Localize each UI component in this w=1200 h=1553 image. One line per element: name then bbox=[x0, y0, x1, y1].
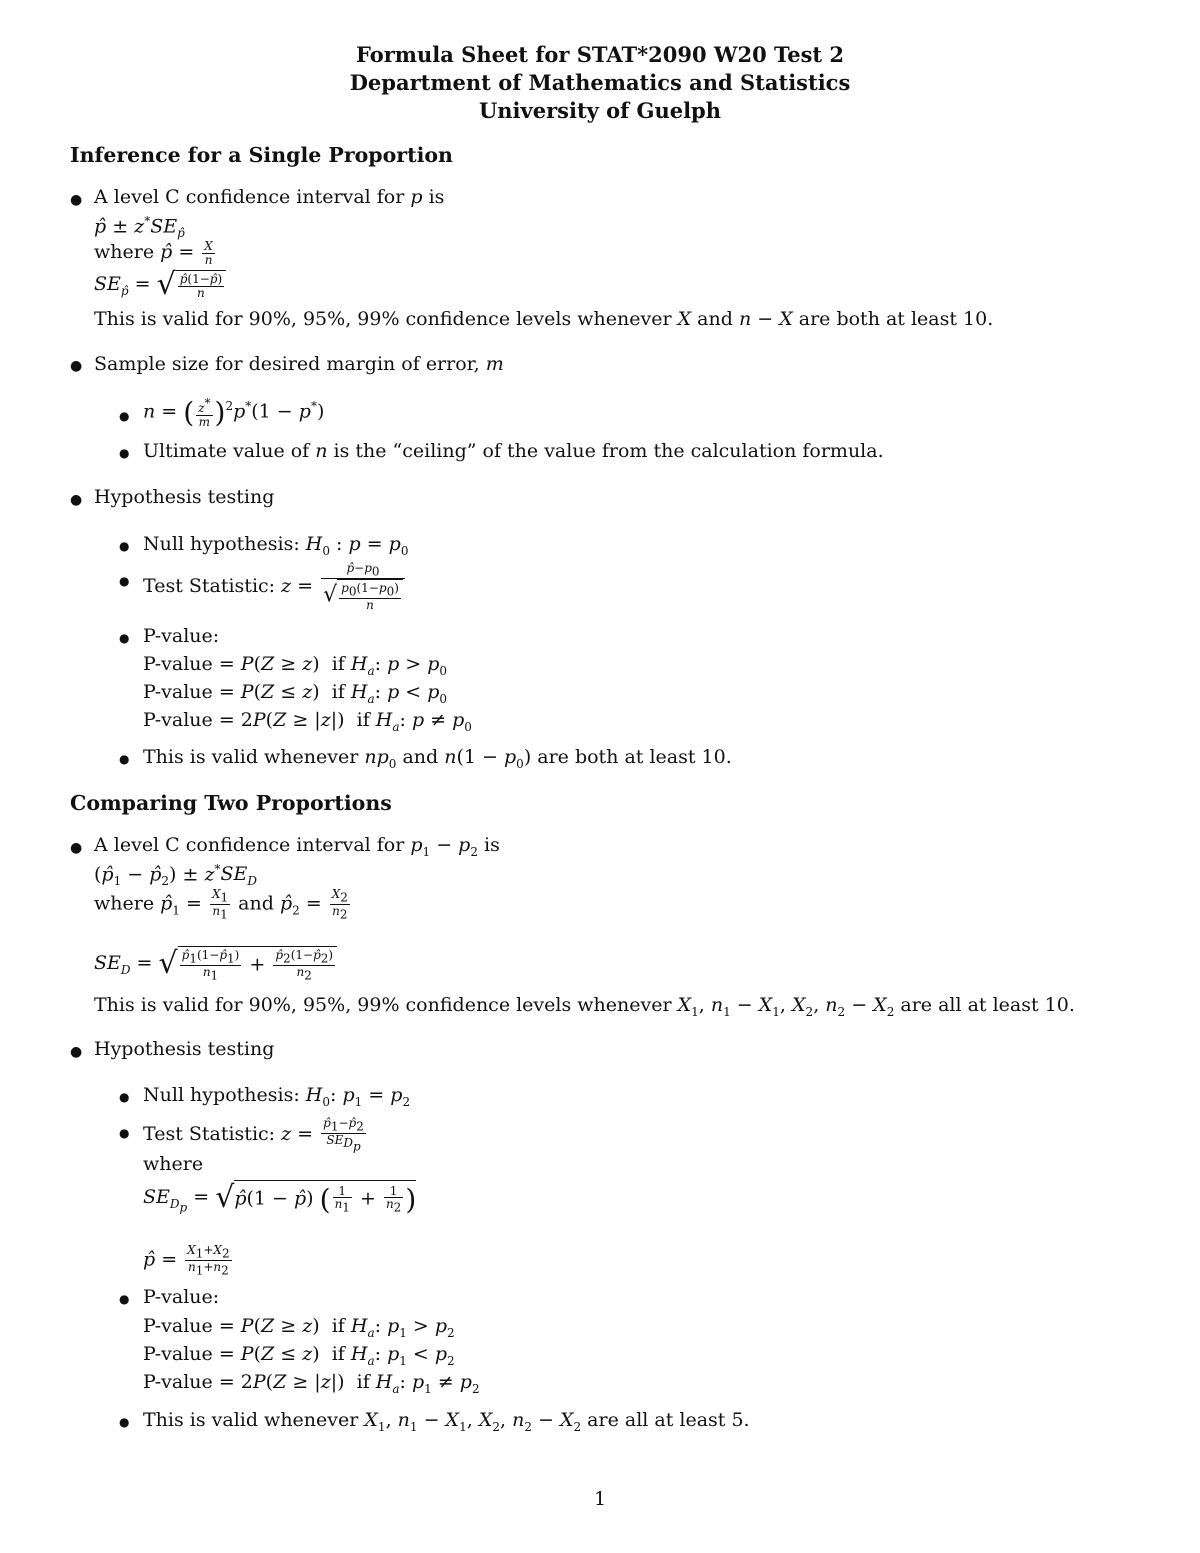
ci-formula: p̂ ± $z^*SE_{p̂}$ bbox=[94, 214, 185, 241]
null-hypothesis-two: Null hypothesis: $H_0$: $p_1 = p_2$ bbox=[143, 1084, 411, 1109]
ci-validity-two: This is valid for 90%, 95%, 99% confidence levels whenever $X_1$, $n_1 - X_1$, $X_2$, $n_2 - X_2$ are all at least 10. bbox=[94, 994, 1075, 1019]
bullet-icon: ● bbox=[119, 1090, 130, 1104]
pvalue-two-sided-two: P-value = 2P(Z ≥ |z|) if $H_a$: $p_1 \ne p_2$ bbox=[143, 1371, 480, 1396]
pvalue-label-two: P-value: bbox=[143, 1286, 220, 1308]
sample-size-note: Ultimate value of n is the “ceiling” of the value from the calculation formula. bbox=[143, 440, 884, 462]
pvalue-upper-two: P-value = P(Z ≥ z) if $H_a$: $p_1 > p_2$ bbox=[143, 1315, 455, 1340]
pvalue-upper: P-value = P(Z ≥ z) if $H_a$: $p > p_0$ bbox=[143, 653, 448, 678]
test-statistic: Test Statistic: z = $p̂-p_0$ √ $\frac{p_0(1-p_0)}{n}$ bbox=[143, 562, 407, 612]
bullet-icon: ● bbox=[119, 1292, 130, 1306]
test-validity: This is valid whenever $np_0$ and $n(1 - p_0)$ are both at least 10. bbox=[143, 746, 732, 771]
hypothesis-testing-label: Hypothesis testing bbox=[94, 486, 275, 508]
bullet-icon: ● bbox=[70, 840, 83, 856]
pvalue-lower: P-value = P(Z ≤ z) if $H_a$: $p < p_0$ bbox=[143, 681, 448, 706]
phat-definition: where p̂ = $\frac{X}{n}$ bbox=[94, 239, 213, 267]
section-heading-single: Inference for a Single Proportion bbox=[70, 143, 453, 167]
se-dp-formula: $SE_{D_p}$ = √p̂(1 − p̂) ( $\frac{1}{n_1}$ + $\frac{1}{n_2}$ ) bbox=[143, 1180, 417, 1216]
section-heading-two: Comparing Two Proportions bbox=[70, 791, 392, 815]
bullet-icon: ● bbox=[119, 409, 130, 423]
phat-definitions-two: where $p̂_1$ = $\frac{X_1}{n_1}$ and $p̂_2$ = $\frac{X_2}{n_2}$ bbox=[94, 887, 348, 922]
se-formula: $SE_{p̂}$ = √ $\frac{p̂(1-p̂)}{n}$ bbox=[94, 270, 226, 300]
bullet-icon: ● bbox=[119, 631, 130, 645]
page-number: 1 bbox=[593, 1488, 607, 1510]
ci-intro-two: A level C confidence interval for $p_1 - p_2$ is bbox=[94, 834, 500, 859]
bullet-icon: ● bbox=[70, 192, 83, 208]
bullet-icon: ● bbox=[119, 1415, 130, 1429]
pvalue-two-sided: P-value = 2P(Z ≥ |z|) if $H_a$: $p \ne p_0$ bbox=[143, 709, 472, 734]
null-hypothesis: Null hypothesis: $H_0$ : $p = p_0$ bbox=[143, 533, 409, 558]
test-statistic-two: Test Statistic: z = $p̂_1-p̂_2$ $SE_{D_p}$ bbox=[143, 1116, 364, 1154]
test-validity-two: This is valid whenever $X_1$, $n_1 - X_1$, $X_2$, $n_2 - X_2$ are all at least 5. bbox=[143, 1409, 750, 1434]
document-title: Formula Sheet for STAT*2090 W20 Test 2 bbox=[355, 42, 845, 67]
sample-size-intro: Sample size for desired margin of error, m bbox=[94, 353, 504, 375]
bullet-icon: ● bbox=[119, 574, 130, 588]
where-label: where bbox=[143, 1153, 204, 1175]
bullet-icon: ● bbox=[119, 1126, 130, 1140]
ci-intro: A level C confidence interval for p is bbox=[94, 186, 445, 208]
bullet-icon: ● bbox=[70, 1044, 83, 1060]
pvalue-label: P-value: bbox=[143, 625, 220, 647]
bullet-icon: ● bbox=[119, 539, 130, 553]
department-line: Department of Mathematics and Statistics bbox=[349, 70, 851, 95]
bullet-icon: ● bbox=[70, 492, 83, 508]
bullet-icon: ● bbox=[119, 446, 130, 460]
ci-validity: This is valid for 90%, 95%, 99% confidence levels whenever X and n − X are both at least 10. bbox=[94, 308, 994, 330]
bullet-icon: ● bbox=[70, 358, 83, 374]
university-line: University of Guelph bbox=[478, 98, 722, 123]
sample-size-formula: n = ( $\frac{z^*}{m}$ )$^2$p*(1 − p*) bbox=[143, 395, 325, 429]
pvalue-lower-two: P-value = P(Z ≤ z) if $H_a$: $p_1 < p_2$ bbox=[143, 1343, 455, 1368]
ci-formula-two: ($p̂_1$ − $p̂_2) \pm z^*SE_D$ bbox=[94, 862, 257, 889]
bullet-icon: ● bbox=[119, 752, 130, 766]
pooled-phat: p̂ = $\frac{X_1+X_2}{n_1+n_2}$ bbox=[143, 1243, 230, 1278]
hypothesis-testing-label-two: Hypothesis testing bbox=[94, 1038, 275, 1060]
se-d-formula: $SE_D$ = √ $\frac{p̂_1(1-p̂_1)}{n_1}$ + $\frac{p̂_2(1-p̂_2)}{n_2}$ bbox=[94, 946, 337, 982]
